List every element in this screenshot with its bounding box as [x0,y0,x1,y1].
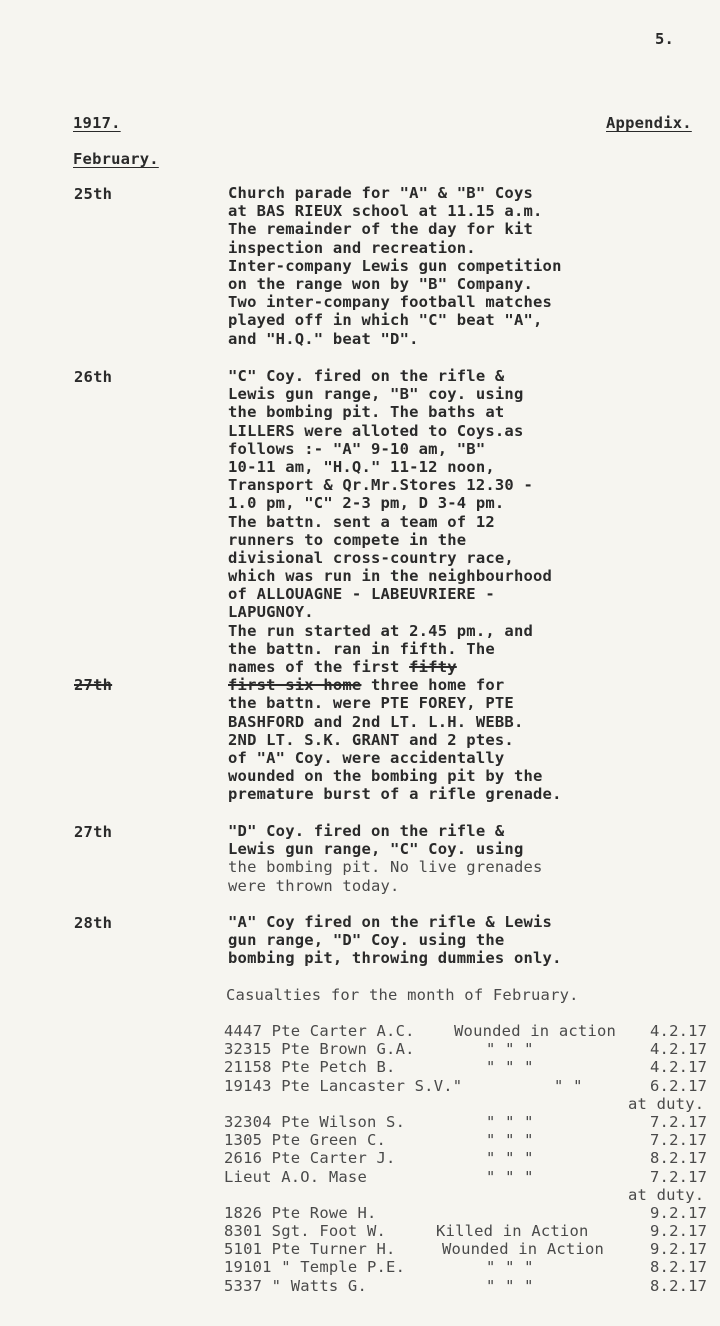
entry-line: the battn. ran in fifth. The [228,639,495,658]
entry-line: the battn. were PTE FOREY, PTE [228,694,514,713]
entry-line-text: three home for [361,676,505,695]
entry-line: "D" Coy. fired on the rifle & [228,822,505,840]
month-heading: February. [73,150,159,168]
casualty-status: " " [554,1076,583,1095]
entry-line: played off in which "C" beat "A", [228,311,543,330]
casualty-note-row [224,1186,720,1204]
casualty-name: 8301 Sgt. Foot W. [224,1222,387,1241]
entry-line: 10-11 am, "H.Q." 11-12 noon, [228,457,495,476]
entry-line: The run started at 2.45 pm., and [228,621,534,640]
casualty-row [224,1204,720,1222]
entry-text [228,367,562,804]
casualty-name: 19143 Pte Lancaster S.V." [224,1076,463,1095]
page-number: 5. [655,30,675,48]
casualty-name: 5101 Pte Turner H. [224,1240,396,1259]
entry-line: Transport & Qr.Mr.Stores 12.30 - [228,476,534,495]
entry-line-text: names of the first [228,658,400,676]
entry-date: 27th [74,823,113,841]
casualty-status: Wounded in action [454,1022,617,1040]
entry-line: at BAS RIEUX school at 11.15 a.m. [228,202,543,221]
entry-line: and "H.Q." beat "D". [228,329,419,348]
entry-line: inspection and recreation. [228,238,476,257]
casualty-status: " " " [486,1131,534,1150]
casualty-name: 32315 Pte Brown G.A. [224,1040,415,1059]
entry-line: The remainder of the day for kit [228,220,534,239]
entry-line: follows :- "A" 9-10 am, "B" [228,439,486,458]
casualty-note: at duty. [628,1185,705,1204]
struck-word: fifty [409,658,457,676]
casualty-name: 5337 " Watts G. [224,1276,367,1295]
casualty-note-row [224,1095,720,1113]
casualty-status: " " " [486,1112,534,1131]
casualty-row [224,1022,720,1040]
struck-date: 27th [74,676,113,694]
entry-line: divisional cross-country race, [228,548,514,567]
casualties-list [224,1022,720,1295]
year-heading: 1917. [73,114,121,132]
entry-date: 25th [74,185,113,203]
entry-line: wounded on the bombing pit by the [228,767,543,786]
casualty-date: 9.2.17 [650,1240,708,1259]
casualty-name: 19101 " Temple P.E. [224,1258,406,1277]
entry-line: Lewis gun range, "B" coy. using [228,385,524,404]
entry-line: LAPUGNOY. [228,603,314,622]
casualty-date: 9.2.17 [650,1203,708,1222]
casualty-row [224,1168,720,1186]
casualty-name: 32304 Pte Wilson S. [224,1112,406,1131]
casualty-date: 8.2.17 [650,1258,708,1277]
casualty-name: Lieut A.O. Mase [224,1167,367,1186]
appendix-heading: Appendix. [606,114,692,132]
entry-line: of ALLOUAGNE - LABEUVRIERE - [228,585,495,604]
casualty-status: " " " [486,1040,534,1059]
entry-line: "C" Coy. fired on the rifle & [228,367,505,385]
casualty-date: 7.2.17 [650,1167,708,1186]
entry-text [228,184,562,348]
casualty-date: 4.2.17 [650,1058,708,1077]
casualty-date: 4.2.17 [650,1040,708,1059]
casualty-name: 4447 Pte Carter A.C. [224,1022,415,1040]
casualty-row [224,1040,720,1058]
casualty-row [224,1277,720,1295]
entry-line [228,676,562,694]
casualty-name: 2616 Pte Carter J. [224,1149,396,1168]
entry-date: 26th [74,368,113,386]
entry-date: 28th [74,914,113,932]
entry-line: Inter-company Lewis gun competition [228,256,562,275]
entry-line: the bombing pit. The baths at [228,403,505,422]
entry-line: LILLERS were alloted to Coys.as [228,421,524,440]
entry-line: 1.0 pm, "C" 2-3 pm, D 3-4 pm. [228,494,505,513]
entry-line: BASHFORD and 2nd LT. L.H. WEBB. [228,712,524,731]
entry-line: which was run in the neighbourhood [228,567,553,586]
casualty-date: 9.2.17 [650,1222,708,1241]
casualty-status: " " " [486,1058,534,1077]
entry-text [228,822,543,895]
casualty-row [224,1058,720,1076]
casualty-status: Wounded in Action [442,1240,605,1259]
casualty-status: " " " [486,1149,534,1168]
casualty-date: 8.2.17 [650,1149,708,1168]
casualty-row [224,1258,720,1276]
casualty-row [224,1077,720,1095]
casualty-status: Killed in Action [436,1222,589,1241]
entry-line: on the range won by "B" Company. [228,274,534,293]
casualty-date: 7.2.17 [650,1112,708,1131]
casualty-row [224,1113,720,1131]
entry-line: The battn. sent a team of 12 [228,512,495,531]
casualty-name: 1826 Pte Rowe H. [224,1203,377,1222]
casualty-status: " " " [486,1167,534,1186]
casualties-heading: Casualties for the month of February. [226,986,579,1004]
entry-line: Two inter-company football matches [228,293,553,312]
casualty-date: 7.2.17 [650,1131,708,1150]
entry-text [228,913,562,968]
casualty-row [224,1149,720,1167]
entry-line: bombing pit, throwing dummies only. [228,949,562,968]
entry-line: Lewis gun range, "C" Coy. using [228,840,524,859]
entry-line: "A" Coy fired on the rifle & Lewis [228,913,553,931]
entry-line: gun range, "D" Coy. using the [228,931,505,950]
entry-line: premature burst of a rifle grenade. [228,785,562,804]
casualty-status: " " " [486,1258,534,1277]
casualty-date: 4.2.17 [650,1022,708,1040]
struck-line: first six home [228,676,362,695]
casualty-date: 8.2.17 [650,1276,708,1295]
casualty-status: " " " [486,1276,534,1295]
casualty-row [224,1240,720,1258]
entry-line: the bombing pit. No live grenades [228,858,543,877]
casualty-row [224,1131,720,1149]
casualty-name: 21158 Pte Petch B. [224,1058,396,1077]
entry-line: Church parade for "A" & "B" Coys [228,184,534,202]
entry-line: runners to compete in the [228,530,467,549]
casualty-row [224,1222,720,1240]
casualty-date: 6.2.17 [650,1076,708,1095]
casualty-name: 1305 Pte Green C. [224,1131,387,1150]
entry-line: 2ND LT. S.K. GRANT and 2 ptes. [228,730,514,749]
entry-line: were thrown today. [228,876,400,895]
entry-line: of "A" Coy. were accidentally [228,748,505,767]
casualty-note: at duty. [628,1094,705,1113]
entry-line [228,658,562,676]
